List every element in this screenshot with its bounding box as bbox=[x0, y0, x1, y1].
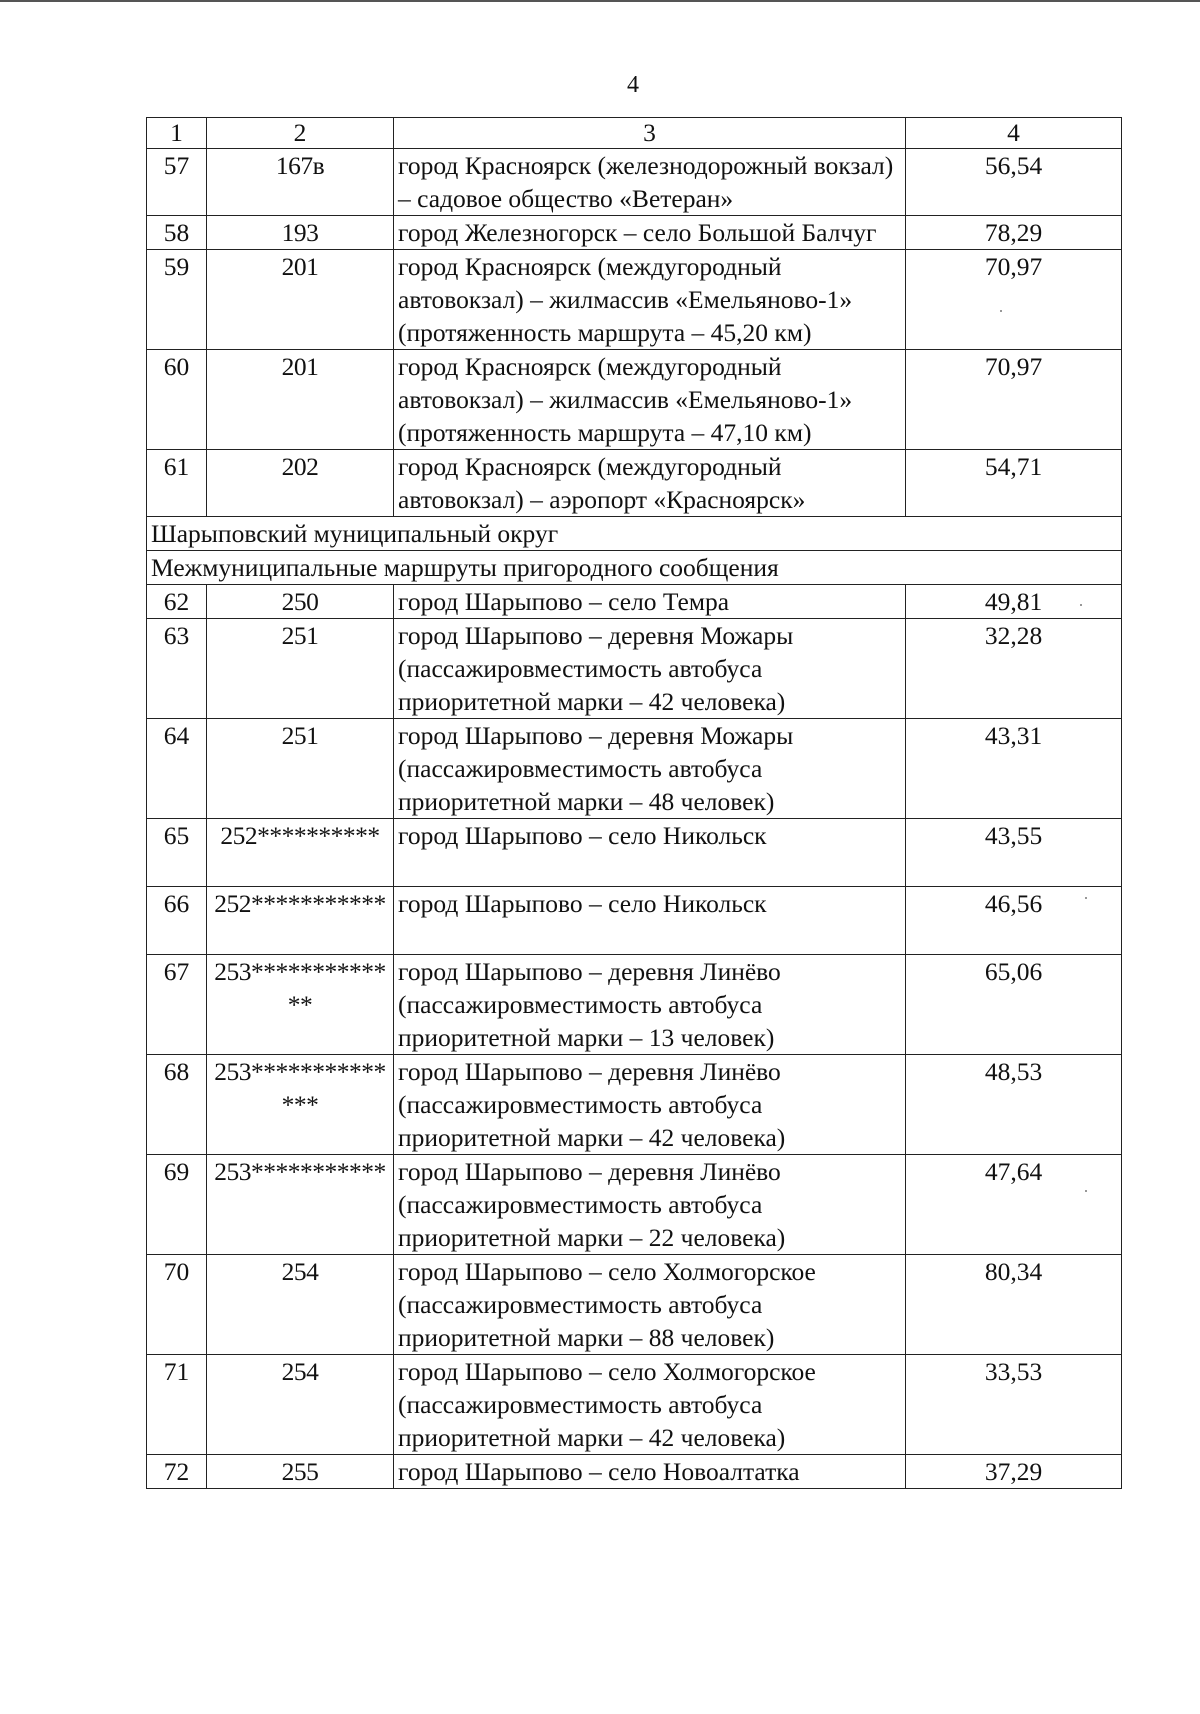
table-row bbox=[147, 1155, 1122, 1255]
section-title: Шарыповский муниципальный округ bbox=[147, 517, 1122, 551]
value-cell: 47,64 bbox=[906, 1155, 1122, 1255]
route-description-cell: город Шарыпово – деревня Можары (пассажировместимость автобуса приоритетной марки – 42 человека) bbox=[394, 619, 906, 719]
value-cell: 33,53 bbox=[906, 1355, 1122, 1455]
value-cell: 70,97 bbox=[906, 350, 1122, 450]
table-row bbox=[147, 1355, 1122, 1455]
route-description-cell: город Шарыпово – село Холмогорское (пассажировместимость автобуса приоритетной марки – 42 человека) bbox=[394, 1355, 906, 1455]
table-row bbox=[147, 1055, 1122, 1155]
row-number-cell: 71 bbox=[147, 1355, 207, 1455]
page-number: 4 bbox=[627, 72, 639, 98]
scan-speck bbox=[1085, 897, 1087, 899]
section-row bbox=[147, 517, 1122, 551]
route-description-cell: город Шарыпово – село Холмогорское (пассажировместимость автобуса приоритетной марки – 88 человек) bbox=[394, 1255, 906, 1355]
row-number-cell: 63 bbox=[147, 619, 207, 719]
route-number-cell: 251 bbox=[207, 719, 394, 819]
route-number-cell: 201 bbox=[207, 250, 394, 350]
row-number-cell: 64 bbox=[147, 719, 207, 819]
route-description-cell: город Красноярск (междугородный автовокзал) – жилмассив «Емельяново-1» (протяженность маршрута – 47,10 км) bbox=[394, 350, 906, 450]
value-cell: 56,54 bbox=[906, 149, 1122, 216]
table-row bbox=[147, 955, 1122, 1055]
header-col-1: 1 bbox=[147, 118, 207, 149]
route-description-cell: город Шарыпово – деревня Линёво (пассажировместимость автобуса приоритетной марки – 13 человек) bbox=[394, 955, 906, 1055]
route-number-cell: 193 bbox=[207, 216, 394, 250]
row-number-cell: 62 bbox=[147, 585, 207, 619]
route-number-cell: 255 bbox=[207, 1455, 394, 1489]
value-cell: 37,29 bbox=[906, 1455, 1122, 1489]
value-cell: 70,97 bbox=[906, 250, 1122, 350]
value-cell: 54,71 bbox=[906, 450, 1122, 517]
scan-edge-line bbox=[0, 0, 1200, 2]
row-number-cell: 65 bbox=[147, 819, 207, 887]
row-number-cell: 60 bbox=[147, 350, 207, 450]
value-cell: 78,29 bbox=[906, 216, 1122, 250]
value-cell: 43,55 bbox=[906, 819, 1122, 887]
row-number-cell: 58 bbox=[147, 216, 207, 250]
row-number-cell: 68 bbox=[147, 1055, 207, 1155]
table-row bbox=[147, 250, 1122, 350]
route-description-cell: город Красноярск (железнодорожный вокзал) – садовое общество «Ветеран» bbox=[394, 149, 906, 216]
route-number-cell: 252*********** bbox=[207, 887, 394, 955]
table-row bbox=[147, 619, 1122, 719]
value-cell: 65,06 bbox=[906, 955, 1122, 1055]
route-description-cell: город Красноярск (междугородный автовокзал) – аэропорт «Красноярск» bbox=[394, 450, 906, 517]
route-description-cell: город Шарыпово – деревня Можары (пассажировместимость автобуса приоритетной марки – 48 человек) bbox=[394, 719, 906, 819]
section-row bbox=[147, 551, 1122, 585]
table-row bbox=[147, 149, 1122, 216]
row-number-cell: 57 bbox=[147, 149, 207, 216]
header-col-4: 4 bbox=[906, 118, 1122, 149]
routes-table bbox=[146, 117, 1122, 1489]
row-number-cell: 72 bbox=[147, 1455, 207, 1489]
value-cell: 32,28 bbox=[906, 619, 1122, 719]
route-description-cell: город Шарыпово – село Никольск bbox=[394, 819, 906, 887]
value-cell: 49,81 bbox=[906, 585, 1122, 619]
table-header-row bbox=[147, 118, 1122, 149]
route-number-cell: 252********** bbox=[207, 819, 394, 887]
route-description-cell: город Шарыпово – село Никольск bbox=[394, 887, 906, 955]
route-number-cell: 254 bbox=[207, 1355, 394, 1455]
route-description-cell: город Шарыпово – село Темра bbox=[394, 585, 906, 619]
route-number-cell: 253************** bbox=[207, 1055, 394, 1155]
route-description-cell: город Красноярск (междугородный автовокзал) – жилмассив «Емельяново-1» (протяженность маршрута – 45,20 км) bbox=[394, 250, 906, 350]
table-row bbox=[147, 719, 1122, 819]
value-cell: 80,34 bbox=[906, 1255, 1122, 1355]
header-col-2: 2 bbox=[207, 118, 394, 149]
table-row bbox=[147, 216, 1122, 250]
value-cell: 43,31 bbox=[906, 719, 1122, 819]
table-row bbox=[147, 819, 1122, 887]
value-cell: 48,53 bbox=[906, 1055, 1122, 1155]
section-title: Межмуниципальные маршруты пригородного сообщения bbox=[147, 551, 1122, 585]
route-number-cell: 167в bbox=[207, 149, 394, 216]
table-row bbox=[147, 1455, 1122, 1489]
table-row bbox=[147, 585, 1122, 619]
route-description-cell: город Шарыпово – деревня Линёво (пассажировместимость автобуса приоритетной марки – 42 человека) bbox=[394, 1055, 906, 1155]
route-number-cell: 253*********** bbox=[207, 1155, 394, 1255]
row-number-cell: 66 bbox=[147, 887, 207, 955]
route-number-cell: 202 bbox=[207, 450, 394, 517]
row-number-cell: 67 bbox=[147, 955, 207, 1055]
table-row bbox=[147, 450, 1122, 517]
scan-speck bbox=[1080, 604, 1082, 606]
scan-speck bbox=[1000, 310, 1002, 312]
routes-table-body bbox=[147, 118, 1122, 1489]
row-number-cell: 70 bbox=[147, 1255, 207, 1355]
value-cell: 46,56 bbox=[906, 887, 1122, 955]
row-number-cell: 61 bbox=[147, 450, 207, 517]
table-row bbox=[147, 350, 1122, 450]
route-description-cell: город Железногорск – село Большой Балчуг bbox=[394, 216, 906, 250]
table-row bbox=[147, 887, 1122, 955]
route-description-cell: город Шарыпово – деревня Линёво (пассажировместимость автобуса приоритетной марки – 22 человека) bbox=[394, 1155, 906, 1255]
route-number-cell: 254 bbox=[207, 1255, 394, 1355]
table-row bbox=[147, 1255, 1122, 1355]
row-number-cell: 59 bbox=[147, 250, 207, 350]
route-number-cell: 253************* bbox=[207, 955, 394, 1055]
scan-speck bbox=[1085, 1190, 1087, 1192]
route-number-cell: 251 bbox=[207, 619, 394, 719]
route-description-cell: город Шарыпово – село Новоалтатка bbox=[394, 1455, 906, 1489]
route-number-cell: 201 bbox=[207, 350, 394, 450]
row-number-cell: 69 bbox=[147, 1155, 207, 1255]
header-col-3: 3 bbox=[394, 118, 906, 149]
route-number-cell: 250 bbox=[207, 585, 394, 619]
